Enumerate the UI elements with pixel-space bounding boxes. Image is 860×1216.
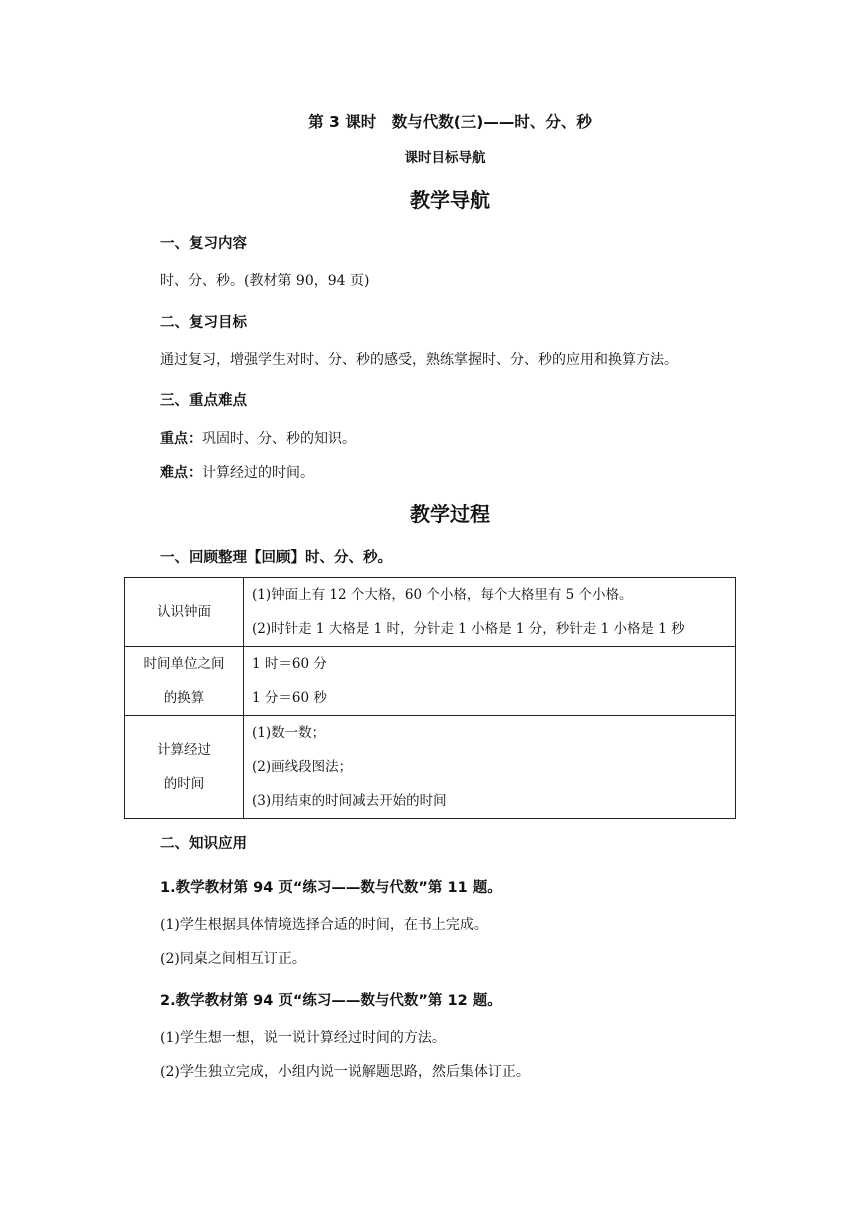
table-row [125, 716, 736, 819]
guide-heading: 教学导航 [410, 188, 490, 212]
row-line: (3)用结束的时间减去开始的时间 [252, 793, 447, 809]
application-title: 二、知识应用 [160, 836, 247, 852]
row-content [244, 716, 736, 819]
difficult-point-label: 难点： [160, 465, 202, 481]
row-content [244, 647, 736, 716]
row-line: (2)时针走 1 大格是 1 时，分针走 1 小格是 1 分，秒针走 1 小格是 1 秒 [252, 621, 685, 637]
task1-step: (1)学生根据具体情境选择合适的时间，在书上完成。 [160, 917, 488, 933]
key-point-line [160, 428, 356, 448]
review-content-title: 一、复习内容 [160, 236, 247, 252]
key-point-text: 巩固时、分、秒的知识。 [202, 431, 356, 447]
difficult-point-text: 计算经过的时间。 [202, 465, 314, 481]
row-line: (1)数一数； [252, 725, 326, 741]
key-point-label: 重点： [160, 431, 202, 447]
row-content [244, 578, 736, 647]
row-line: (2)画线段图法； [252, 759, 353, 775]
row-label: 时间单位之间 的换算 [125, 647, 244, 716]
lesson-title: 第 3 课时 数与代数(三)——时、分、秒 [308, 113, 592, 131]
review-goal-title: 二、复习目标 [160, 315, 247, 331]
table-row [125, 647, 736, 716]
review-goal-text: 通过复习，增强学生对时、分、秒的感受，熟练掌握时、分、秒的应用和换算方法。 [160, 352, 678, 368]
key-points-title: 三、重点难点 [160, 393, 247, 409]
review-content-text: 时、分、秒。(教材第 90，94 页) [160, 273, 370, 289]
row-line: 1 时＝60 分 [252, 656, 327, 672]
task1-step: (2)同桌之间相互订正。 [160, 951, 306, 967]
process-heading: 教学过程 [410, 502, 490, 526]
row-label: 计算经过 的时间 [125, 716, 244, 819]
summary-table [124, 577, 736, 819]
table-row [125, 578, 736, 647]
row-line: 1 分＝60 秒 [252, 690, 327, 706]
review-section-title: 一、回顾整理【回顾】时、分、秒。 [160, 550, 392, 566]
row-label: 认识钟面 [125, 578, 244, 647]
task1-title: 1.教学教材第 94 页“练习——数与代数”第 11 题。 [160, 880, 502, 896]
task2-step: (2)学生独立完成，小组内说一说解题思路，然后集体订正。 [160, 1064, 530, 1080]
lesson-subtitle: 课时目标导航 [404, 150, 486, 166]
task2-title: 2.教学教材第 94 页“练习——数与代数”第 12 题。 [160, 993, 502, 1009]
row-line: (1)钟面上有 12 个大格，60 个小格，每个大格里有 5 个小格。 [252, 587, 633, 603]
task2-step: (1)学生想一想，说一说计算经过时间的方法。 [160, 1030, 446, 1046]
difficult-point-line [160, 462, 314, 482]
